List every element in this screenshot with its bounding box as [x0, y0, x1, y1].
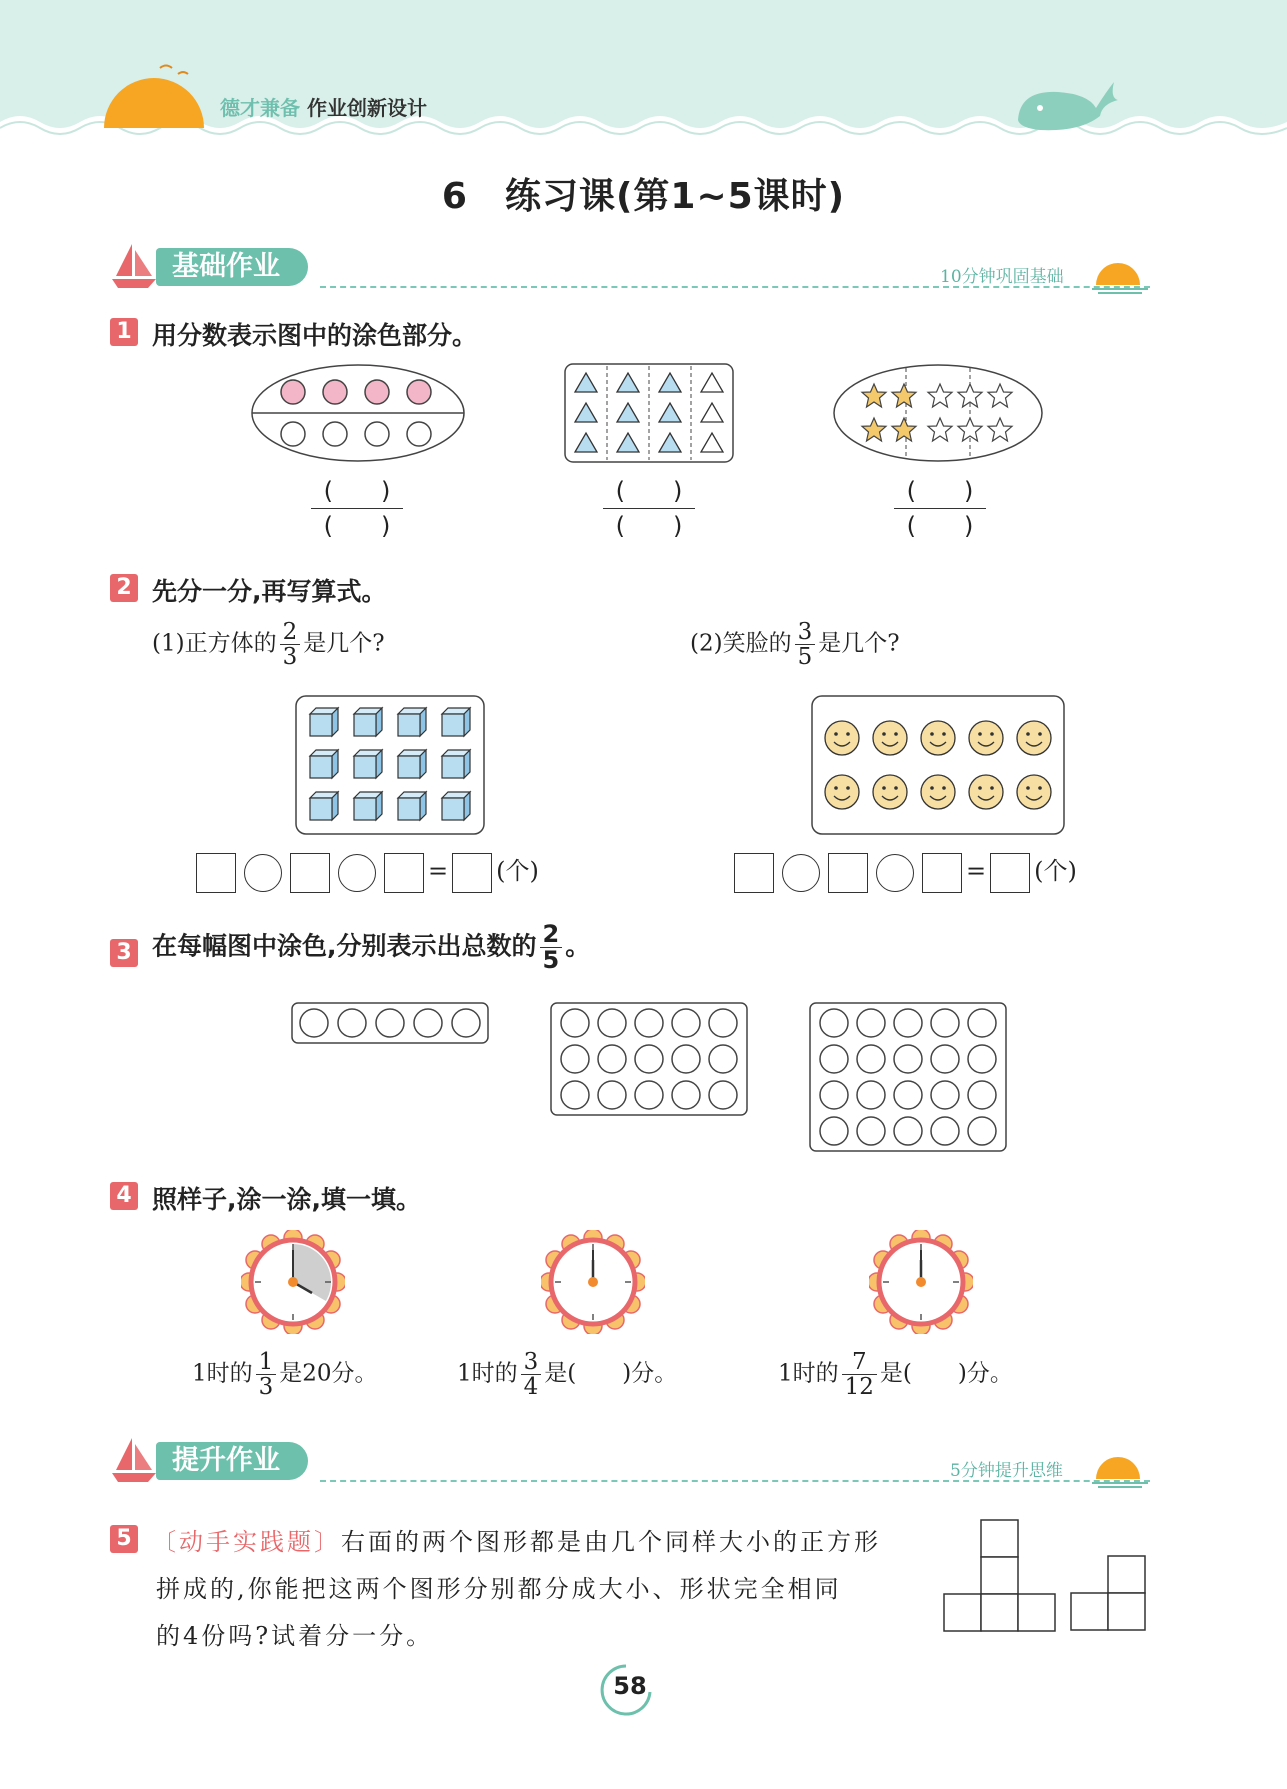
- question-tag: 〔动手实践题〕: [152, 1528, 341, 1556]
- question-line-1: [152, 1522, 881, 1557]
- answer-box[interactable]: [734, 853, 774, 893]
- question-line-3: 的4份吗?试着分一分。: [156, 1622, 434, 1650]
- sun-icon: [100, 60, 210, 130]
- numerator-blank[interactable]: ( ): [894, 474, 986, 509]
- numerator-blank[interactable]: ( ): [603, 474, 695, 509]
- unit-label: (个): [496, 857, 539, 885]
- sailboat-icon: [110, 1436, 158, 1484]
- circle-grid-5[interactable]: [290, 1001, 490, 1045]
- question-text: 用分数表示图中的涂色部分。: [152, 321, 478, 350]
- subquestion-1: [152, 620, 385, 669]
- numerator: 2: [540, 922, 563, 948]
- question-text-end: 。: [565, 931, 591, 961]
- numerator: 3: [795, 620, 816, 645]
- clock-caption-1: [192, 1350, 378, 1399]
- answer-box[interactable]: [452, 853, 492, 893]
- question-number: 2: [110, 574, 138, 602]
- question-text: 先分一分,再写算式。: [152, 577, 387, 606]
- page-title: 6 练习课(第1~5课时): [441, 176, 846, 217]
- caption-text: 1时的: [192, 1360, 253, 1387]
- denominator-blank[interactable]: ( ): [323, 512, 391, 540]
- unit-label: (个): [1034, 857, 1077, 885]
- brand-title: [220, 92, 427, 121]
- numerator: 2: [280, 620, 301, 645]
- question-text-main: 在每幅图中涂色,分别表示出总数的: [152, 931, 537, 961]
- subquestion-text: (1)正方体的: [152, 630, 277, 657]
- answer-fraction[interactable]: [894, 474, 986, 543]
- clock-flower-2-icon: [541, 1230, 645, 1334]
- numerator: 3: [521, 1350, 542, 1375]
- caption-text: 是20分。: [279, 1360, 378, 1387]
- operator-circle[interactable]: [782, 854, 820, 892]
- whale-icon: [1010, 70, 1120, 135]
- fraction: [540, 922, 563, 973]
- clock-caption-2: [457, 1350, 677, 1399]
- answer-fraction[interactable]: [603, 474, 695, 543]
- subquestion-text: (2)笑脸的: [690, 630, 792, 657]
- answer-blank[interactable]: 是( )分。: [879, 1360, 1013, 1387]
- fraction: [280, 620, 301, 669]
- question-number: 5: [110, 1525, 138, 1553]
- question-number: 4: [110, 1182, 138, 1210]
- numerator: 1: [256, 1350, 277, 1375]
- question-text: 右面的两个图形都是由几个同样大小的正方形: [341, 1528, 881, 1556]
- figure-triangles: [563, 362, 735, 464]
- answer-box[interactable]: [384, 853, 424, 893]
- subquestion-2: [690, 620, 900, 669]
- fraction: [256, 1350, 277, 1399]
- brand-green: 德才兼备: [220, 96, 300, 120]
- clock-flower-3-icon: [869, 1230, 973, 1334]
- sunset-icon: [1092, 1449, 1148, 1489]
- answer-box[interactable]: [290, 853, 330, 893]
- answer-box[interactable]: [922, 853, 962, 893]
- numerator: 7: [842, 1350, 877, 1375]
- denominator-blank[interactable]: ( ): [906, 512, 974, 540]
- operator-circle[interactable]: [244, 854, 282, 892]
- denominator: 5: [542, 946, 560, 975]
- equals-sign: =: [428, 857, 449, 885]
- answer-box[interactable]: [196, 853, 236, 893]
- circle-grid-15[interactable]: [549, 1001, 749, 1117]
- equation-row-1: [192, 851, 539, 893]
- answer-box[interactable]: [990, 853, 1030, 893]
- denominator: 3: [282, 644, 298, 671]
- fraction: [521, 1350, 542, 1399]
- fraction: [842, 1350, 877, 1399]
- caption-text: 1时的: [778, 1360, 839, 1387]
- subquestion-text: 是几个?: [303, 630, 385, 657]
- section-basic-label: 基础作业: [156, 248, 308, 286]
- operator-circle[interactable]: [338, 854, 376, 892]
- shape-l-tetromino[interactable]: [940, 1518, 1060, 1634]
- figure-smileys: [810, 694, 1066, 836]
- numerator-blank[interactable]: ( ): [311, 474, 403, 509]
- section-advanced-label: 提升作业: [156, 1442, 308, 1480]
- question-number: 3: [110, 939, 138, 967]
- denominator: 4: [523, 1374, 539, 1401]
- question-text: 照样子,涂一涂,填一填。: [152, 1185, 421, 1214]
- denominator: 5: [797, 644, 813, 671]
- question-line-2: 拼成的,你能把这两个图形分别都分成大小、形状完全相同: [156, 1575, 842, 1603]
- question-number: 1: [110, 318, 138, 346]
- circle-grid-20[interactable]: [808, 1001, 1008, 1153]
- figure-stars-oval: [830, 362, 1046, 464]
- denominator: 3: [258, 1374, 274, 1401]
- brand-dark: 作业创新设计: [306, 96, 427, 120]
- caption-text: 1时的: [457, 1360, 518, 1387]
- sailboat-icon: [110, 242, 158, 290]
- section-basic-note: 10分钟巩固基础: [940, 267, 1064, 287]
- question-text: [152, 922, 590, 973]
- operator-circle[interactable]: [876, 854, 914, 892]
- answer-fraction[interactable]: [311, 474, 403, 543]
- sunset-icon: [1092, 255, 1148, 295]
- answer-box[interactable]: [828, 853, 868, 893]
- denominator: 12: [844, 1374, 874, 1401]
- figure-circles-oval: [248, 362, 468, 464]
- equation-row-2: [730, 851, 1077, 893]
- fraction: [795, 620, 816, 669]
- subquestion-text: 是几个?: [818, 630, 900, 657]
- clock-flower-1-icon: [241, 1230, 345, 1334]
- equals-sign: =: [966, 857, 987, 885]
- figure-cubes: [294, 694, 486, 836]
- denominator-blank[interactable]: ( ): [615, 512, 683, 540]
- clock-caption-3: [778, 1350, 1013, 1399]
- answer-blank[interactable]: 是( )分。: [544, 1360, 678, 1387]
- section-advanced-note: 5分钟提升思维: [950, 1461, 1063, 1481]
- page-number: 58: [613, 1672, 647, 1700]
- shape-step-block[interactable]: [1068, 1554, 1148, 1634]
